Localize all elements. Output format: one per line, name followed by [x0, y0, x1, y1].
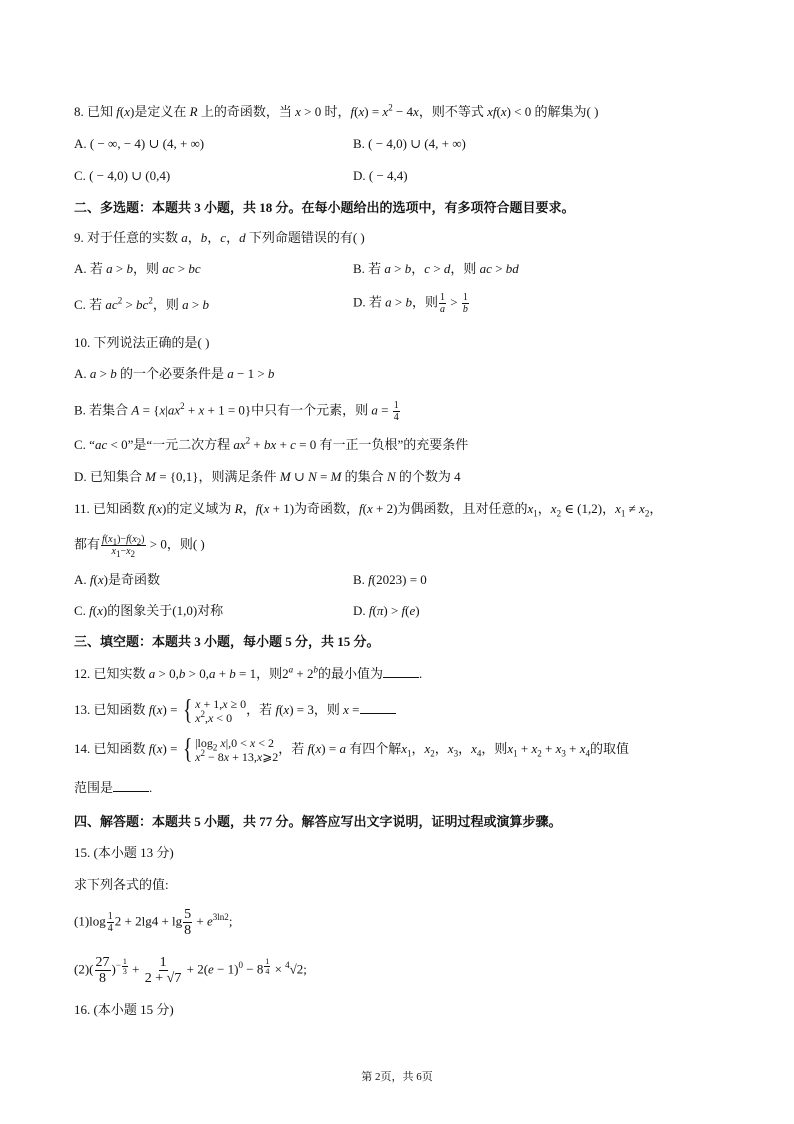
q15-part-2: (2)( $\frac{27}{8}$ )$^{- \frac{1}{3}}$ + $\frac{1}{2 + √7}$ + $2(e - 1)^0 - 8$ $^{\frac{1}{4}}$ × $^4$√2; — [74, 955, 307, 986]
q13: 13. 已知函数 f(x) = { x + 1,x ≥ 0 $x^2,x < 0$ ，若 f(x) = 3，则 x = — [74, 697, 396, 725]
q10-option-d: D. 已知集合 M = {0,1}，则满足条件 M ∪ N = M 的集合 N 的个数为 4 — [74, 469, 461, 484]
q9-stem: 9. 对于任意的实数 a，b，c，d 下列命题错误的有( ) — [74, 230, 365, 245]
q16-heading: 16. (本小题 15 分) — [74, 1002, 174, 1017]
q14-line1: 14. 已知函数 f(x) = { $|\log_2$ x|,0 < x < 2 $x^2 - 8x$ + 13,x⩾2 ，若 f(x) = a 有四个解$x_1$，$x_2$，$x_3$，$x_4$，则$x_1 + x_2 + x_3 + x_4$的取值 — [74, 734, 630, 765]
section-2-heading: 二、多选题：本题共 3 小题，共 18 分。在每小题给出的选项中，有多项符合题目要求。 — [74, 200, 575, 215]
page-footer: 第 2页，共 6页 — [361, 1071, 433, 1083]
q11-stem-line2: 都有 $\frac{f(x_1)-f(x_2)}{x_1-x_2}$ > 0，则( ) — [74, 534, 205, 559]
q8-stem: 8. 已知 f(x)是定义在 R 上的奇函数，当 x > 0 时，$f(x) = x^2 - 4x$，则不等式 xf(x) < 0 的解集为( ) — [74, 102, 599, 119]
q8-option-a: A. ( − ∞, − 4) ∪ (4, + ∞) — [74, 136, 205, 151]
q13-answer-blank[interactable] — [360, 701, 396, 714]
q10-stem: 10. 下列说法正确的是( ) — [74, 335, 210, 350]
q10-option-a: A. a > b 的一个必要条件是 a − 1 > b — [74, 366, 275, 381]
q11-option-c: C. f(x)的图象关于(1,0)对称 — [74, 603, 224, 618]
q11-stem-line1: 11. 已知函数 f(x)的定义域为 R，f(x + 1)为奇函数，f(x + 2)为偶函数，且对任意的$x_1$，$x_2$ ∈ (1,2)，$x_1 \ne x_2$， — [74, 501, 663, 519]
q9-option-a: A. 若 a > b，则 ac > bc — [74, 261, 201, 276]
q14-line2: 范围是 . — [74, 780, 153, 795]
q8-option-d: D. ( − 4,4) — [353, 168, 408, 183]
q12-answer-blank[interactable] — [383, 665, 419, 678]
q9-option-c: C. 若 $ac^2 > bc^2$，则 a > b — [74, 295, 209, 312]
q11-option-a: A. f(x)是奇函数 — [74, 572, 160, 587]
q9-option-d: D. 若 a > b，则 $\frac{1}{a}$ > $\frac{1}{b}$ — [353, 292, 468, 315]
q10-option-c: C. “ac < 0”是“一元二次方程 $ax^2$ + bx + c = 0 有一正一负根”的充要条件 — [74, 435, 469, 452]
q14-answer-blank[interactable] — [113, 779, 149, 792]
q11-option-b: B. f(2023) = 0 — [353, 572, 427, 587]
q11-option-d: D. f(π) > f(e) — [353, 603, 420, 618]
q10-option-b: B. 若集合 $A = \{x|ax^2 + x + 1 = 0\}$中只有一个元素，则 a = $\frac{1}{4}$ — [74, 400, 399, 423]
q8-option-c: C. ( − 4,0) ∪ (0,4) — [74, 168, 171, 183]
q15-heading: 15. (本小题 13 分) — [74, 845, 174, 860]
q8-option-b: B. ( − 4,0) ∪ (4, + ∞) — [353, 136, 466, 151]
q12: 12. 已知实数 a > 0,b > 0,a + b = 1，则$2^a + 2^b$的最小值为 . — [74, 664, 423, 681]
section-4-heading: 四、解答题：本题共 5 小题，共 77 分。解答应写出文字说明，证明过程或演算步骤。 — [74, 814, 562, 829]
q9-option-b: B. 若 a > b，c > d，则 ac > bd — [353, 261, 519, 276]
q15-part-1: (1)log $\frac{1}{4}$ 2 + 2lg4 + lg $\frac{5}{8}$ + $e^{3ln2}$; — [74, 907, 233, 938]
section-3-heading: 三、填空题：本题共 3 小题，每小题 5 分，共 15 分。 — [74, 634, 380, 649]
q15-instruction: 求下列各式的值: — [74, 877, 169, 892]
